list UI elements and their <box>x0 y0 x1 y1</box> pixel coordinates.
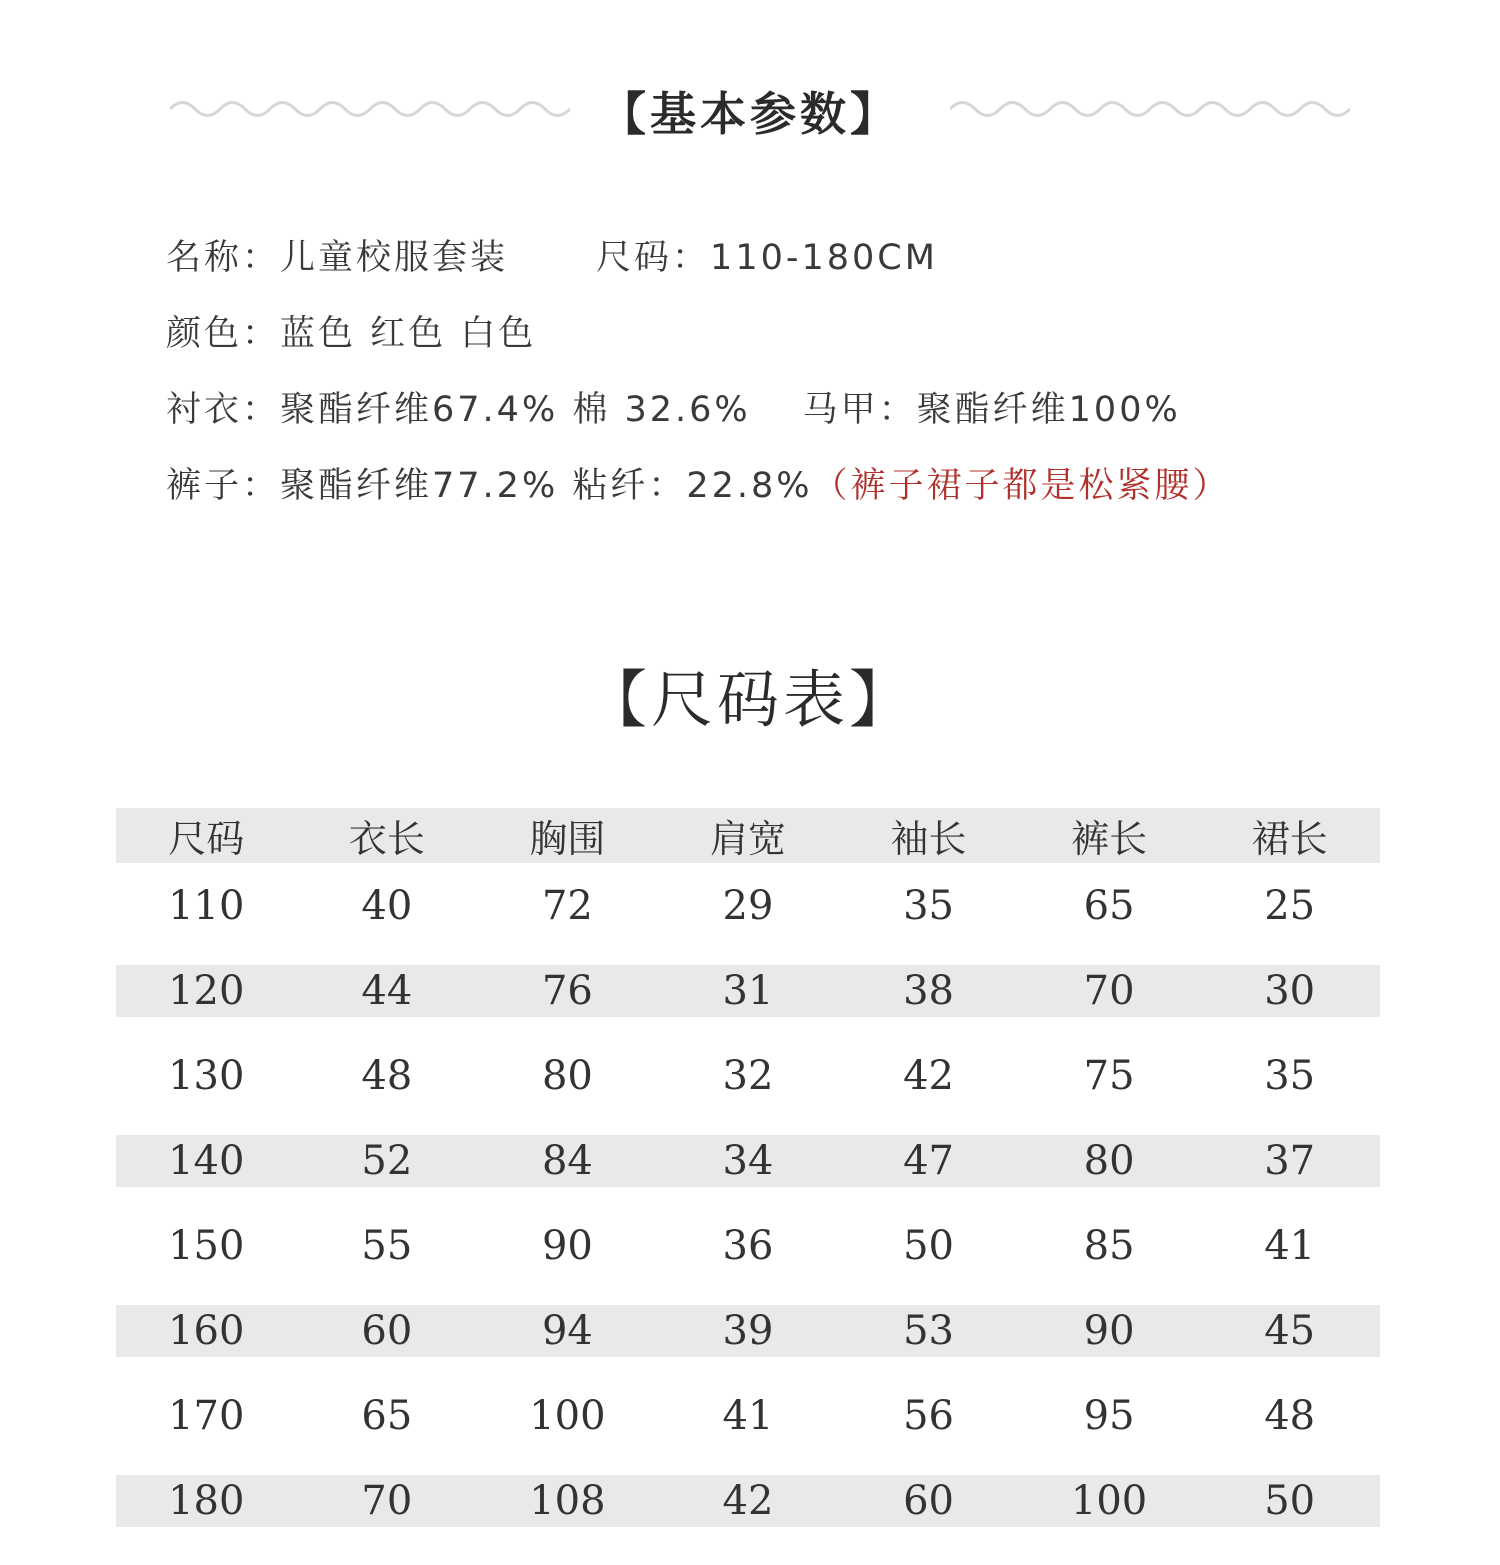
table-cell: 36 <box>722 1223 774 1269</box>
table-cell: 80 <box>541 1053 593 1099</box>
table-row <box>116 1025 1380 1127</box>
table-cell: 76 <box>477 957 658 1025</box>
pants-value: 聚酯纤维77.2% 粘纤：22.8% <box>280 466 813 506</box>
table-cell: 38 <box>838 957 1019 1025</box>
table-cell: 35 <box>903 883 954 929</box>
table-cell: 45 <box>1199 1297 1380 1365</box>
table-cell: 48 <box>361 1053 413 1099</box>
table-cell: 84 <box>477 1127 658 1195</box>
table-cell: 140 <box>116 1127 297 1195</box>
color-label: 颜色： <box>166 314 281 354</box>
table-cell: 72 <box>541 883 593 929</box>
pants-note: （裤子裙子都是松紧腰） <box>812 466 1231 506</box>
table-cell: 39 <box>658 1297 839 1365</box>
color-value: 蓝色 红色 白色 <box>280 314 537 354</box>
vest-value: 聚酯纤维100% <box>916 390 1181 430</box>
table-row <box>116 957 1380 1025</box>
table-cell: 75 <box>1083 1053 1135 1099</box>
table-row <box>116 1127 1380 1195</box>
table-cell: 47 <box>838 1127 1019 1195</box>
table-cell: 40 <box>361 883 413 929</box>
table-cell: 42 <box>658 1467 839 1535</box>
table-cell: 108 <box>477 1467 658 1535</box>
param-line-pants <box>166 458 1231 508</box>
table-cell: 60 <box>297 1297 478 1365</box>
name-value: 儿童校服套装 <box>280 238 509 278</box>
name-label: 名称： <box>166 238 281 278</box>
table-row <box>116 1467 1380 1535</box>
size-value: 110-180CM <box>710 238 938 278</box>
table-cell: 53 <box>838 1297 1019 1365</box>
table-cell: 65 <box>361 1393 413 1439</box>
table-cell: 32 <box>722 1053 774 1099</box>
table-cell: 48 <box>1264 1393 1316 1439</box>
table-cell: 37 <box>1199 1127 1380 1195</box>
table-cell: 65 <box>1083 883 1135 929</box>
table-cell: 50 <box>1199 1467 1380 1535</box>
size-table-body <box>116 863 1380 1535</box>
param-line-name-size <box>166 230 938 280</box>
table-cell: 90 <box>1019 1297 1200 1365</box>
table-cell: 29 <box>722 883 774 929</box>
param-line-shirt-vest <box>166 382 1181 432</box>
param-line-color <box>166 306 536 356</box>
table-cell: 34 <box>658 1127 839 1195</box>
shirt-label: 衬衣： <box>166 390 281 430</box>
table-cell: 80 <box>1019 1127 1200 1195</box>
table-cell: 35 <box>1264 1053 1316 1099</box>
table-cell: 41 <box>1264 1223 1316 1269</box>
table-cell: 70 <box>1019 957 1200 1025</box>
table-cell: 120 <box>116 957 297 1025</box>
table-cell: 90 <box>541 1223 593 1269</box>
table-cell: 100 <box>529 1393 606 1439</box>
size-chart-title: 【尺码表】 <box>584 663 915 736</box>
table-cell: 52 <box>297 1127 478 1195</box>
pants-label: 裤子： <box>166 466 281 506</box>
table-cell: 56 <box>903 1393 954 1439</box>
header-sleeve: 袖长 <box>890 817 967 861</box>
vest-label: 马甲： <box>802 390 917 430</box>
header-size: 尺码 <box>168 817 245 861</box>
table-cell: 150 <box>168 1223 245 1269</box>
table-cell: 44 <box>297 957 478 1025</box>
size-table <box>116 808 1380 1543</box>
table-row <box>116 863 1380 957</box>
table-cell: 55 <box>361 1223 413 1269</box>
table-cell: 94 <box>477 1297 658 1365</box>
table-row <box>116 1297 1380 1365</box>
table-cell: 42 <box>903 1053 954 1099</box>
table-cell: 70 <box>297 1467 478 1535</box>
basic-params-title: 【基本参数】 <box>600 87 900 141</box>
table-cell: 160 <box>116 1297 297 1365</box>
table-cell: 130 <box>168 1053 245 1099</box>
table-cell: 95 <box>1083 1393 1135 1439</box>
header-pants-length: 裤长 <box>1071 817 1148 861</box>
table-cell: 170 <box>168 1393 245 1439</box>
table-cell: 31 <box>658 957 839 1025</box>
size-label: 尺码： <box>596 238 711 278</box>
wave-divider-right <box>950 94 1350 124</box>
header-shoulder: 肩宽 <box>709 817 786 861</box>
table-row <box>116 1365 1380 1467</box>
header-chest: 胸围 <box>529 817 606 861</box>
table-cell: 60 <box>838 1467 1019 1535</box>
size-table-header-row <box>116 808 1380 863</box>
table-row <box>116 1195 1380 1297</box>
header-length: 衣长 <box>348 817 425 861</box>
shirt-value: 聚酯纤维67.4% 棉 32.6% <box>280 390 751 430</box>
header-skirt-length: 裙长 <box>1251 817 1328 861</box>
table-cell: 50 <box>903 1223 954 1269</box>
table-cell: 25 <box>1264 883 1316 929</box>
table-cell: 110 <box>168 883 245 929</box>
table-cell: 30 <box>1199 957 1380 1025</box>
table-cell: 85 <box>1083 1223 1135 1269</box>
table-cell: 41 <box>722 1393 774 1439</box>
table-cell: 180 <box>116 1467 297 1535</box>
table-cell: 100 <box>1019 1467 1200 1535</box>
